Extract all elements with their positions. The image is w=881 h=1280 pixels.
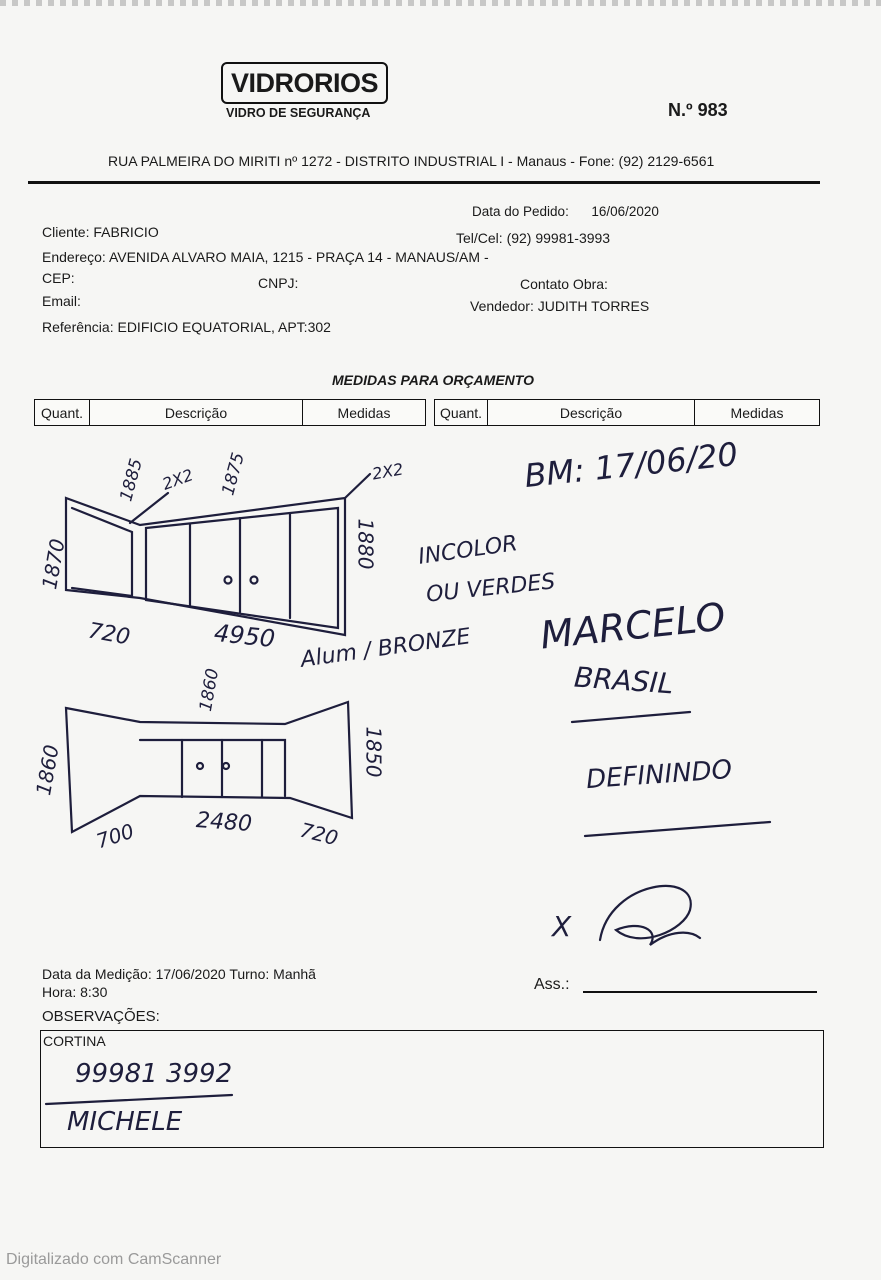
dim-1880: 1880 xyxy=(353,518,378,570)
dim-4950: 4950 xyxy=(212,618,277,654)
signature-x: X xyxy=(552,910,572,943)
dim-2x2-b: 2X2 xyxy=(370,459,405,484)
dim-1875: 1875 xyxy=(218,450,249,498)
note-brasil: BRASIL xyxy=(572,660,675,701)
dim-1850: 1850 xyxy=(361,726,386,778)
dim-1860-left: 1860 xyxy=(31,742,64,798)
sketch-top-handle xyxy=(225,577,232,584)
client-cnpj: CNPJ: xyxy=(258,275,299,291)
signature-label: Ass.: xyxy=(534,976,570,993)
sketch-top-outline xyxy=(66,498,345,635)
sketch-top-arrow xyxy=(345,474,370,498)
measurement-time: Hora: 8:30 xyxy=(42,984,108,1000)
handwritten-phone: 99981 3992 xyxy=(75,1059,233,1089)
client-cep: CEP: xyxy=(42,270,75,286)
signature-line xyxy=(583,991,817,993)
signature-scribble xyxy=(600,886,700,945)
company-address: RUA PALMEIRA DO MIRITI nº 1272 - DISTRITO INDUSTRIAL I - Manaus - Fone: (92) 2129-6561 xyxy=(108,153,715,169)
order-number: N.º 983 xyxy=(668,100,728,120)
dim-700: 700 xyxy=(93,818,137,854)
col-quant: Quant. xyxy=(435,400,488,425)
underline-definindo xyxy=(585,822,770,836)
dim-720-b: 720 xyxy=(297,817,341,851)
observations-text: CORTINA xyxy=(43,1033,106,1049)
scanner-watermark: Digitalizado com CamScanner xyxy=(6,1251,222,1268)
client-contact: Contato Obra: xyxy=(520,276,608,292)
observations-box xyxy=(40,1030,824,1148)
note-ou-verdes: OU VERDES xyxy=(425,569,557,608)
sketch-top-inner xyxy=(72,508,132,596)
dim-2480: 2480 xyxy=(195,808,253,837)
handwritten-name: MICHELE xyxy=(67,1107,183,1137)
note-incolor: INCOLOR xyxy=(416,531,520,570)
client-email: Email: xyxy=(42,293,81,309)
sketch-top-frame xyxy=(146,508,338,628)
dim-1885: 1885 xyxy=(116,456,147,504)
measurement-date: Data da Medição: 17/06/2020 Turno: Manhã xyxy=(42,966,316,982)
observations-label: OBSERVAÇÕES: xyxy=(42,1008,160,1025)
sketch-bottom-handle xyxy=(223,763,229,769)
col-medidas: Medidas xyxy=(730,404,784,421)
measurements-title: MEDIDAS PARA ORÇAMENTO xyxy=(332,372,534,388)
brand-tagline: VIDRO DE SEGURANÇA xyxy=(226,106,371,120)
note-definindo: DEFININDO xyxy=(585,754,733,796)
dim-720-a: 720 xyxy=(86,618,132,651)
client-address: Endereço: AVENIDA ALVARO MAIA, 1215 - PRAÇA 14 - MANAUS/AM - xyxy=(42,249,489,265)
note-alum-bronze: Alum / BRONZE xyxy=(299,624,472,673)
sketch-bottom-handle xyxy=(197,763,203,769)
handwritten-date: BM: 17/06/20 xyxy=(522,434,740,496)
col-quant: Quant. xyxy=(35,400,90,425)
col-descricao: Descrição xyxy=(488,400,695,425)
dim-1870: 1870 xyxy=(37,536,70,592)
note-marcelo: MARCELO xyxy=(538,594,728,658)
sketch-bottom-frame xyxy=(140,740,285,796)
dim-2x2-a: 2X2 xyxy=(159,465,196,494)
client-name: Cliente: FABRICIO xyxy=(42,224,159,240)
brand-logo: VIDRORIOS xyxy=(221,62,388,104)
client-phone: Tel/Cel: (92) 99981-3993 xyxy=(456,230,611,246)
col-descricao: Descrição xyxy=(90,400,303,425)
client-reference: Referência: EDIFICIO EQUATORIAL, APT:302 xyxy=(42,319,331,335)
col-medidas: Medidas xyxy=(337,404,391,421)
sketch-top-handle xyxy=(251,577,258,584)
order-date: Data do Pedido: 16/06/2020 xyxy=(472,204,659,219)
dim-1860-top: 1860 xyxy=(196,666,224,714)
underline-brasil xyxy=(572,712,690,722)
client-seller: Vendedor: JUDITH TORRES xyxy=(470,298,650,314)
